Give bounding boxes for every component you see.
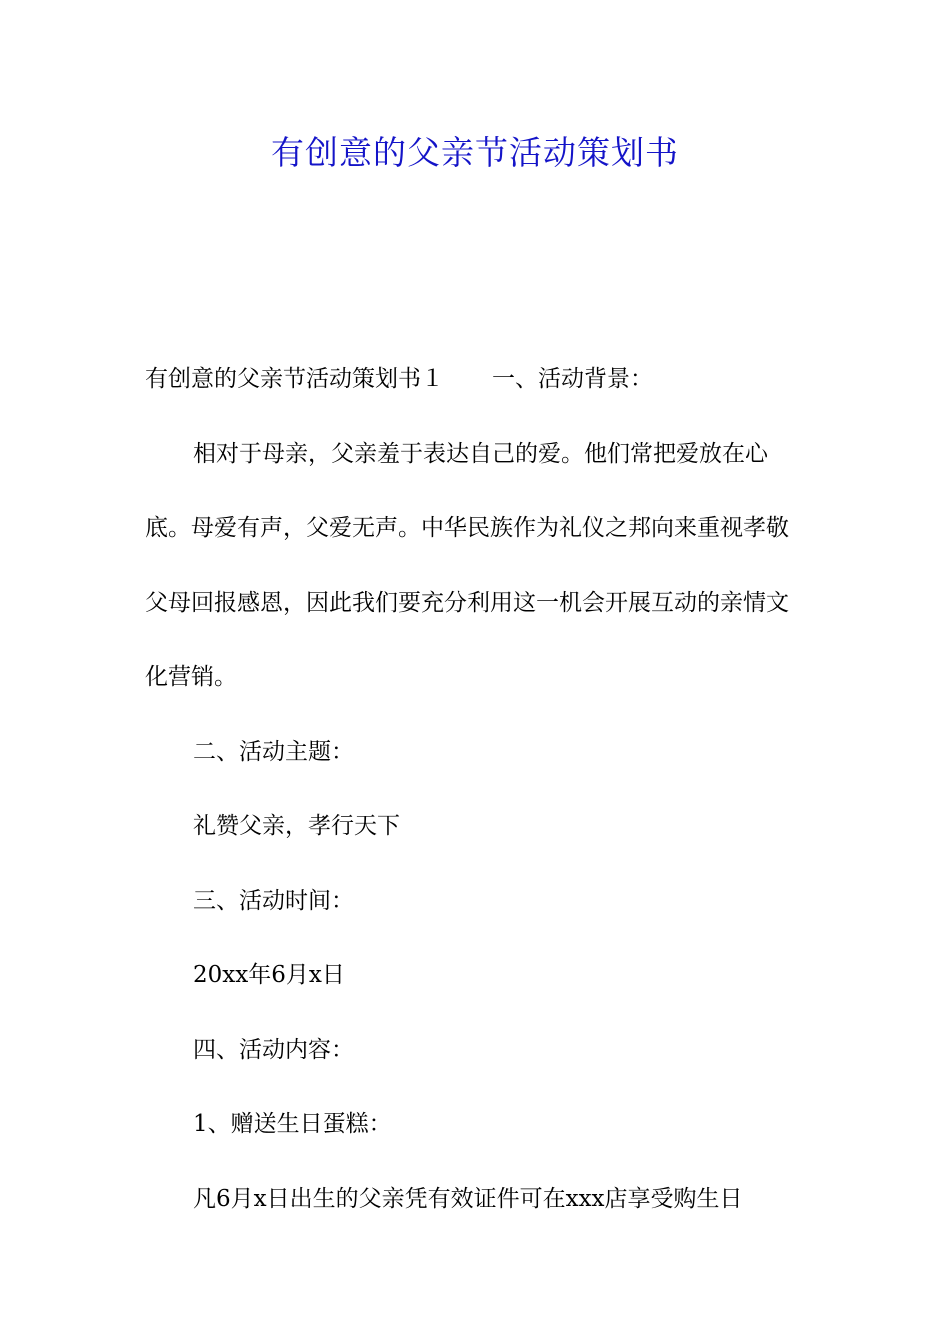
section-heading-background: 一、活动背景： <box>492 366 653 392</box>
paragraph-cake: 凡6月x日出生的父亲凭有效证件可在xxx店享受购生日 <box>193 1185 743 1212</box>
section-heading-content: 四、活动内容： <box>193 1036 354 1063</box>
subheading-cake: 1、赠送生日蛋糕： <box>193 1111 392 1137</box>
paragraph-time: 20xx年6月x日 <box>193 962 345 988</box>
first-line <box>145 342 807 417</box>
section-heading-time: 三、活动时间： <box>193 887 354 914</box>
paragraph-theme: 礼赞父亲，孝行天下 <box>193 813 400 839</box>
document-title: 有创意的父亲节活动策划书 <box>271 133 679 172</box>
paragraph-background: 相对于母亲，父亲羞于表达自己的爱。他们常把爱放在心底。母爱有声，父爱无声。中华民族作为礼仪之邦向来重视孝敬父母回报感恩，因此我们要充分利用这一机会开展互动的亲情文化营销。 <box>145 440 789 690</box>
doc-heading: 有创意的父亲节活动策划书１ <box>145 366 444 392</box>
section-heading-theme: 二、活动主题： <box>193 738 354 765</box>
document-body <box>145 342 807 1236</box>
